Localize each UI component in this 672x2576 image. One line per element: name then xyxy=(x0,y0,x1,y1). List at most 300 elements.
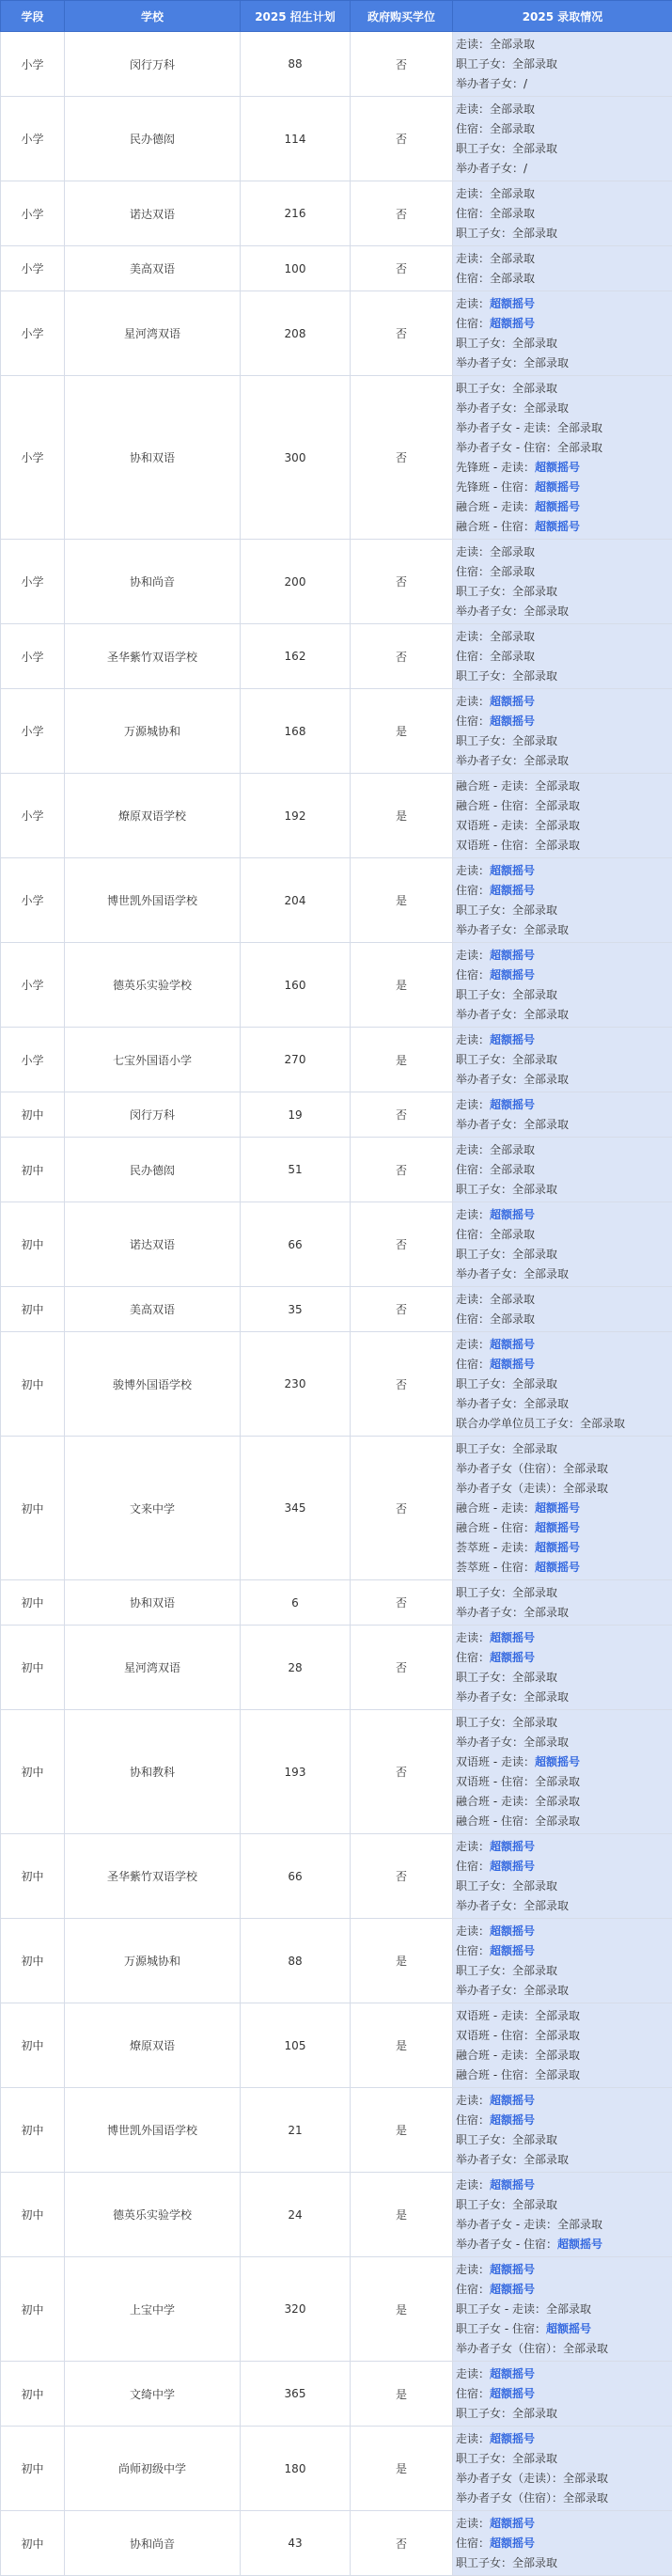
result-value-lottery: 超额摇号 xyxy=(490,2537,535,2550)
cell-school: 尚师初级中学 xyxy=(65,2427,241,2511)
cell-admission-result xyxy=(453,2427,672,2511)
result-label: 举办者子女： xyxy=(456,356,524,369)
result-label: 职工子女： xyxy=(456,2133,512,2146)
result-label: 住宿： xyxy=(456,122,490,135)
result-value: 全部录取 xyxy=(563,2491,608,2505)
result-line xyxy=(456,2319,669,2339)
cell-gov-seats: 否 xyxy=(351,181,453,246)
result-value: 全部录取 xyxy=(490,1143,535,1156)
result-value-lottery: 超额摇号 xyxy=(535,461,580,474)
result-label: 职工子女： xyxy=(456,57,512,71)
result-label: 走读： xyxy=(456,630,490,643)
result-line xyxy=(456,1518,669,1538)
cell-plan: 66 xyxy=(241,1834,351,1919)
result-label: 举办者子女： xyxy=(456,162,524,175)
result-label: 住宿： xyxy=(456,1651,490,1664)
cell-plan: 345 xyxy=(241,1437,351,1580)
table-row xyxy=(1,540,672,624)
result-value-lottery: 超额摇号 xyxy=(546,2322,591,2335)
result-label: 住宿： xyxy=(456,2387,490,2400)
result-label: 走读： xyxy=(456,38,490,51)
cell-gov-seats: 否 xyxy=(351,1710,453,1834)
cell-gov-seats: 否 xyxy=(351,1437,453,1580)
result-label: 职工子女： xyxy=(456,1442,512,1455)
result-line xyxy=(456,2235,669,2254)
cell-admission-result xyxy=(453,1092,672,1138)
result-line xyxy=(456,777,669,796)
result-line xyxy=(456,692,669,712)
result-line xyxy=(456,2364,669,2384)
result-line xyxy=(456,184,669,204)
table-row xyxy=(1,774,672,858)
result-line xyxy=(456,119,669,139)
result-value: 全部录取 xyxy=(490,207,535,220)
cell-stage: 小学 xyxy=(1,32,65,97)
cell-gov-seats: 是 xyxy=(351,1919,453,2003)
cell-school: 星河湾双语 xyxy=(65,1626,241,1710)
result-label: 住宿： xyxy=(456,1860,490,1873)
cell-gov-seats: 否 xyxy=(351,1202,453,1287)
result-line xyxy=(456,1095,669,1115)
result-line xyxy=(456,2514,669,2534)
cell-plan: 100 xyxy=(241,246,351,291)
result-value-lottery: 超额摇号 xyxy=(490,2094,535,2107)
table-row xyxy=(1,32,672,97)
result-label: 住宿： xyxy=(456,565,490,578)
cell-school: 德英乐实验学校 xyxy=(65,943,241,1028)
result-line xyxy=(456,2449,669,2469)
cell-gov-seats: 否 xyxy=(351,540,453,624)
cell-plan: 51 xyxy=(241,1138,351,1202)
cell-stage: 初中 xyxy=(1,2511,65,2576)
cell-school: 协和教科 xyxy=(65,1710,241,1834)
cell-admission-result xyxy=(453,32,672,97)
result-label: 举办者子女： xyxy=(456,923,524,936)
cell-admission-result xyxy=(453,1919,672,2003)
result-line xyxy=(456,1394,669,1414)
cell-gov-seats: 否 xyxy=(351,32,453,97)
result-label: 走读： xyxy=(456,864,490,877)
result-value: 全部录取 xyxy=(535,1814,580,1828)
cell-stage: 小学 xyxy=(1,540,65,624)
result-value-lottery: 超额摇号 xyxy=(490,2263,535,2276)
cell-stage: 小学 xyxy=(1,858,65,943)
cell-gov-seats: 否 xyxy=(351,97,453,181)
result-value: 全部录取 xyxy=(490,252,535,265)
result-value-lottery: 超额摇号 xyxy=(535,1541,580,1554)
result-line xyxy=(456,627,669,647)
table-row xyxy=(1,2173,672,2257)
result-value: 全部录取 xyxy=(580,1417,625,1430)
result-value-lottery: 超额摇号 xyxy=(490,2283,535,2296)
result-value: 全部录取 xyxy=(512,1879,557,1893)
result-label: 先锋班 - 住宿： xyxy=(456,480,535,494)
cell-plan: 6 xyxy=(241,1580,351,1626)
result-label: 走读： xyxy=(456,1293,490,1306)
result-value: 全部录取 xyxy=(524,1397,569,1410)
result-value: 全部录取 xyxy=(524,356,569,369)
cell-admission-result xyxy=(453,376,672,540)
cell-school: 美高双语 xyxy=(65,1287,241,1332)
cell-admission-result xyxy=(453,1626,672,1710)
result-value: 全部录取 xyxy=(512,1248,557,1261)
result-label: 走读： xyxy=(456,2432,490,2445)
result-label: 融合班 - 住宿： xyxy=(456,1814,535,1828)
cell-stage: 初中 xyxy=(1,1202,65,1287)
result-label: 走读： xyxy=(456,949,490,962)
cell-admission-result xyxy=(453,1437,672,1580)
result-line xyxy=(456,1115,669,1135)
cell-admission-result xyxy=(453,1028,672,1092)
cell-school: 七宝外国语小学 xyxy=(65,1028,241,1092)
result-value-lottery: 超额摇号 xyxy=(490,2517,535,2530)
result-value: 全部录取 xyxy=(512,2407,557,2420)
result-line xyxy=(456,1030,669,1050)
result-line xyxy=(456,1070,669,1090)
result-value-lottery: 超额摇号 xyxy=(490,2367,535,2380)
result-label: 荟萃班 - 走读： xyxy=(456,1541,535,1554)
result-label: 融合班 - 走读： xyxy=(456,1501,535,1515)
table-row xyxy=(1,858,672,943)
result-value-lottery: 超额摇号 xyxy=(490,968,535,982)
result-label: 融合班 - 走读： xyxy=(456,1795,535,1808)
result-value-lottery: 超额摇号 xyxy=(490,1860,535,1873)
result-value: 全部录取 xyxy=(524,1008,569,1021)
result-line xyxy=(456,353,669,373)
cell-plan: 105 xyxy=(241,2003,351,2088)
cell-gov-seats: 是 xyxy=(351,2088,453,2173)
result-value: 全部录取 xyxy=(512,227,557,240)
result-label: 走读： xyxy=(456,1033,490,1046)
result-label: 举办者子女： xyxy=(456,1008,524,1021)
result-label: 住宿： xyxy=(456,1358,490,1371)
cell-stage: 初中 xyxy=(1,1332,65,1437)
result-label: 走读： xyxy=(456,252,490,265)
result-line xyxy=(456,1374,669,1394)
result-label: 住宿： xyxy=(456,884,490,897)
result-line xyxy=(456,582,669,602)
cell-admission-result xyxy=(453,181,672,246)
result-value-lottery: 超额摇号 xyxy=(490,2387,535,2400)
result-label: 融合班 - 住宿： xyxy=(456,520,535,533)
result-value-lottery: 超额摇号 xyxy=(535,1521,580,1534)
result-value: 全部录取 xyxy=(546,2302,591,2316)
result-value-lottery: 超额摇号 xyxy=(535,480,580,494)
cell-plan: 230 xyxy=(241,1332,351,1437)
result-line xyxy=(456,1335,669,1355)
result-value: 全部录取 xyxy=(512,669,557,683)
table-row xyxy=(1,2003,672,2088)
result-label: 住宿： xyxy=(456,1228,490,1241)
result-value: 全部录取 xyxy=(535,2029,580,2042)
result-value: 全部录取 xyxy=(563,1462,608,1475)
cell-plan: 21 xyxy=(241,2088,351,2173)
result-label: 住宿： xyxy=(456,650,490,663)
cell-stage: 小学 xyxy=(1,689,65,774)
result-line xyxy=(456,1877,669,1896)
cell-plan: 216 xyxy=(241,181,351,246)
result-label: 走读： xyxy=(456,1338,490,1351)
table-row xyxy=(1,1138,672,1202)
result-line xyxy=(456,1538,669,1558)
cell-stage: 小学 xyxy=(1,181,65,246)
result-line xyxy=(456,1225,669,1245)
cell-plan: 192 xyxy=(241,774,351,858)
result-value: 全部录取 xyxy=(490,102,535,116)
result-value: 全部录取 xyxy=(490,1228,535,1241)
result-label: 融合班 - 住宿： xyxy=(456,2068,535,2081)
result-value: 全部录取 xyxy=(490,272,535,285)
result-label: 双语班 - 住宿： xyxy=(456,1775,535,1788)
result-line xyxy=(456,751,669,771)
result-line xyxy=(456,2429,669,2449)
cell-plan: 19 xyxy=(241,1092,351,1138)
result-label: 走读： xyxy=(456,2178,490,2191)
result-label: 走读： xyxy=(456,1840,490,1853)
cell-gov-seats: 否 xyxy=(351,1092,453,1138)
table-row xyxy=(1,181,672,246)
table-row xyxy=(1,624,672,689)
cell-stage: 初中 xyxy=(1,2173,65,2257)
result-line xyxy=(456,1752,669,1772)
result-label: 举办者子女： xyxy=(456,77,524,90)
result-label: 举办者子女： xyxy=(456,605,524,618)
cell-admission-result xyxy=(453,1834,672,1919)
result-label: 职工子女： xyxy=(456,142,512,155)
result-line xyxy=(456,438,669,458)
result-line xyxy=(456,647,669,667)
result-line xyxy=(456,2175,669,2195)
result-value: 全部录取 xyxy=(512,382,557,395)
cell-gov-seats: 否 xyxy=(351,246,453,291)
result-label: 职工子女： xyxy=(456,1377,512,1390)
result-value-lottery: 超额摇号 xyxy=(535,1501,580,1515)
result-value: 全部录取 xyxy=(512,2556,557,2569)
cell-admission-result xyxy=(453,1138,672,1202)
table-row xyxy=(1,1437,672,1580)
result-value: 全部录取 xyxy=(524,1690,569,1704)
result-value: 全部录取 xyxy=(512,1442,557,1455)
result-line xyxy=(456,731,669,751)
result-line xyxy=(456,881,669,901)
result-value-lottery: 超额摇号 xyxy=(535,520,580,533)
cell-stage: 初中 xyxy=(1,1138,65,1202)
result-label: 走读： xyxy=(456,695,490,708)
result-value-lottery: 超额摇号 xyxy=(490,2178,535,2191)
result-label: 联合办学单位员工子女： xyxy=(456,1417,580,1430)
cell-stage: 初中 xyxy=(1,1287,65,1332)
result-label: 职工子女： xyxy=(456,988,512,1001)
result-value: 全部录取 xyxy=(557,2218,602,2231)
result-value: 全部录取 xyxy=(563,2342,608,2355)
result-label: 先锋班 - 走读： xyxy=(456,461,535,474)
result-line xyxy=(456,2130,669,2150)
table-row xyxy=(1,1092,672,1138)
table-row xyxy=(1,1919,672,2003)
result-label: 举办者子女： xyxy=(456,401,524,415)
cell-stage: 小学 xyxy=(1,97,65,181)
result-value: 全部录取 xyxy=(512,1377,557,1390)
result-line xyxy=(456,966,669,985)
result-value: / xyxy=(524,162,527,175)
result-line xyxy=(456,294,669,314)
cell-school: 圣华紫竹双语学校 xyxy=(65,624,241,689)
result-value: 全部录取 xyxy=(535,2049,580,2062)
result-value-lottery: 超额摇号 xyxy=(490,864,535,877)
table-row xyxy=(1,2511,672,2576)
cell-plan: 114 xyxy=(241,97,351,181)
result-value: 全部录取 xyxy=(524,1899,569,1912)
result-value: 全部录取 xyxy=(512,1053,557,1066)
cell-school: 上宝中学 xyxy=(65,2257,241,2362)
result-value: 全部录取 xyxy=(490,122,535,135)
result-value: 全部录取 xyxy=(512,1964,557,1977)
cell-school: 万源城协和 xyxy=(65,1919,241,2003)
result-line xyxy=(456,946,669,966)
result-value: 全部录取 xyxy=(524,1736,569,1749)
result-line xyxy=(456,249,669,269)
result-label: 职工子女： xyxy=(456,669,512,683)
result-label: 住宿： xyxy=(456,2113,490,2127)
result-label: 双语班 - 住宿： xyxy=(456,2029,535,2042)
result-value: 全部录取 xyxy=(524,1073,569,1086)
result-label: 举办者子女： xyxy=(456,1736,524,1749)
result-value-lottery: 超额摇号 xyxy=(490,1338,535,1351)
result-line xyxy=(456,712,669,731)
cell-plan: 365 xyxy=(241,2362,351,2427)
result-line xyxy=(456,1668,669,1688)
cell-plan: 168 xyxy=(241,689,351,774)
result-value: 全部录取 xyxy=(490,630,535,643)
result-value: 全部录取 xyxy=(490,38,535,51)
result-value: 全部录取 xyxy=(524,401,569,415)
result-line xyxy=(456,204,669,224)
cell-admission-result xyxy=(453,943,672,1028)
result-line xyxy=(456,2553,669,2573)
result-line xyxy=(456,269,669,289)
result-value-lottery: 超额摇号 xyxy=(490,297,535,310)
result-value-lottery: 超额摇号 xyxy=(490,1924,535,1938)
cell-stage: 初中 xyxy=(1,1710,65,1834)
cell-gov-seats: 否 xyxy=(351,1138,453,1202)
cell-admission-result xyxy=(453,2088,672,2173)
result-label: 举办者子女： xyxy=(456,1267,524,1280)
result-line xyxy=(456,1603,669,1623)
result-value: 全部录取 xyxy=(535,1775,580,1788)
result-line xyxy=(456,985,669,1005)
result-value: 全部录取 xyxy=(512,2198,557,2211)
cell-plan: 162 xyxy=(241,624,351,689)
result-label: 住宿： xyxy=(456,207,490,220)
result-label: 荟萃班 - 住宿： xyxy=(456,1561,535,1574)
result-value-lottery: 超额摇号 xyxy=(490,949,535,962)
result-line xyxy=(456,796,669,816)
result-label: 职工子女： xyxy=(456,1248,512,1261)
result-label: 走读： xyxy=(456,1924,490,1938)
cell-stage: 初中 xyxy=(1,2088,65,2173)
result-value: 全部录取 xyxy=(535,2009,580,2022)
result-line xyxy=(456,562,669,582)
result-label: 住宿： xyxy=(456,968,490,982)
cell-gov-seats: 否 xyxy=(351,291,453,376)
result-line xyxy=(456,2111,669,2130)
result-line xyxy=(456,1050,669,1070)
cell-school: 燎原双语 xyxy=(65,2003,241,2088)
result-label: 职工子女： xyxy=(456,2452,512,2465)
result-line xyxy=(456,497,669,517)
result-label: 职工子女： xyxy=(456,1183,512,1196)
result-line xyxy=(456,2006,669,2026)
result-value: 全部录取 xyxy=(535,1795,580,1808)
result-line xyxy=(456,517,669,537)
cell-school: 美高双语 xyxy=(65,246,241,291)
result-label: 举办者子女 - 走读： xyxy=(456,421,557,434)
result-label: 职工子女： xyxy=(456,1586,512,1599)
result-label: 职工子女： xyxy=(456,1671,512,1684)
table-row xyxy=(1,1834,672,1919)
cell-gov-seats: 是 xyxy=(351,2427,453,2511)
result-value-lottery: 超额摇号 xyxy=(490,2113,535,2127)
result-value: 全部录取 xyxy=(557,421,602,434)
header-school: 学校 xyxy=(65,1,241,32)
result-value: 全部录取 xyxy=(512,1183,557,1196)
cell-admission-result xyxy=(453,689,672,774)
result-value-lottery: 超额摇号 xyxy=(490,715,535,728)
cell-plan: 88 xyxy=(241,32,351,97)
table-row xyxy=(1,943,672,1028)
result-line xyxy=(456,1160,669,1180)
cell-admission-result xyxy=(453,2173,672,2257)
result-value-lottery: 超额摇号 xyxy=(535,500,580,513)
cell-gov-seats: 否 xyxy=(351,376,453,540)
cell-stage: 小学 xyxy=(1,246,65,291)
result-label: 职工子女： xyxy=(456,1879,512,1893)
result-label: 职工子女： xyxy=(456,1053,512,1066)
cell-school: 博世凯外国语学校 xyxy=(65,858,241,943)
cell-gov-seats: 否 xyxy=(351,1580,453,1626)
result-value: 全部录取 xyxy=(535,819,580,832)
result-line xyxy=(456,2066,669,2085)
header-admission-result: 2025 录取情况 xyxy=(453,1,672,32)
result-line xyxy=(456,2280,669,2300)
cell-plan: 24 xyxy=(241,2173,351,2257)
cell-admission-result xyxy=(453,2362,672,2427)
cell-admission-result xyxy=(453,1287,672,1332)
result-label: 走读： xyxy=(456,1631,490,1644)
result-label: 举办者子女 - 走读： xyxy=(456,2218,557,2231)
result-label: 住宿： xyxy=(456,715,490,728)
table-row xyxy=(1,97,672,181)
result-value: 全部录取 xyxy=(524,923,569,936)
result-label: 举办者子女（走读）： xyxy=(456,1482,563,1495)
result-label: 举办者子女： xyxy=(456,1073,524,1086)
result-line xyxy=(456,379,669,399)
table-body xyxy=(1,32,672,2576)
cell-gov-seats: 否 xyxy=(351,624,453,689)
result-label: 职工子女： xyxy=(456,903,512,917)
cell-admission-result xyxy=(453,1580,672,1626)
cell-admission-result xyxy=(453,858,672,943)
result-label: 住宿： xyxy=(456,2283,490,2296)
result-label: 住宿： xyxy=(456,2537,490,2550)
header-gov-seats: 政府购买学位 xyxy=(351,1,453,32)
result-value-lottery: 超额摇号 xyxy=(490,695,535,708)
cell-plan: 193 xyxy=(241,1710,351,1834)
result-line xyxy=(456,418,669,438)
result-line xyxy=(456,1688,669,1707)
cell-stage: 初中 xyxy=(1,1834,65,1919)
cell-school: 圣华紫竹双语学校 xyxy=(65,1834,241,1919)
